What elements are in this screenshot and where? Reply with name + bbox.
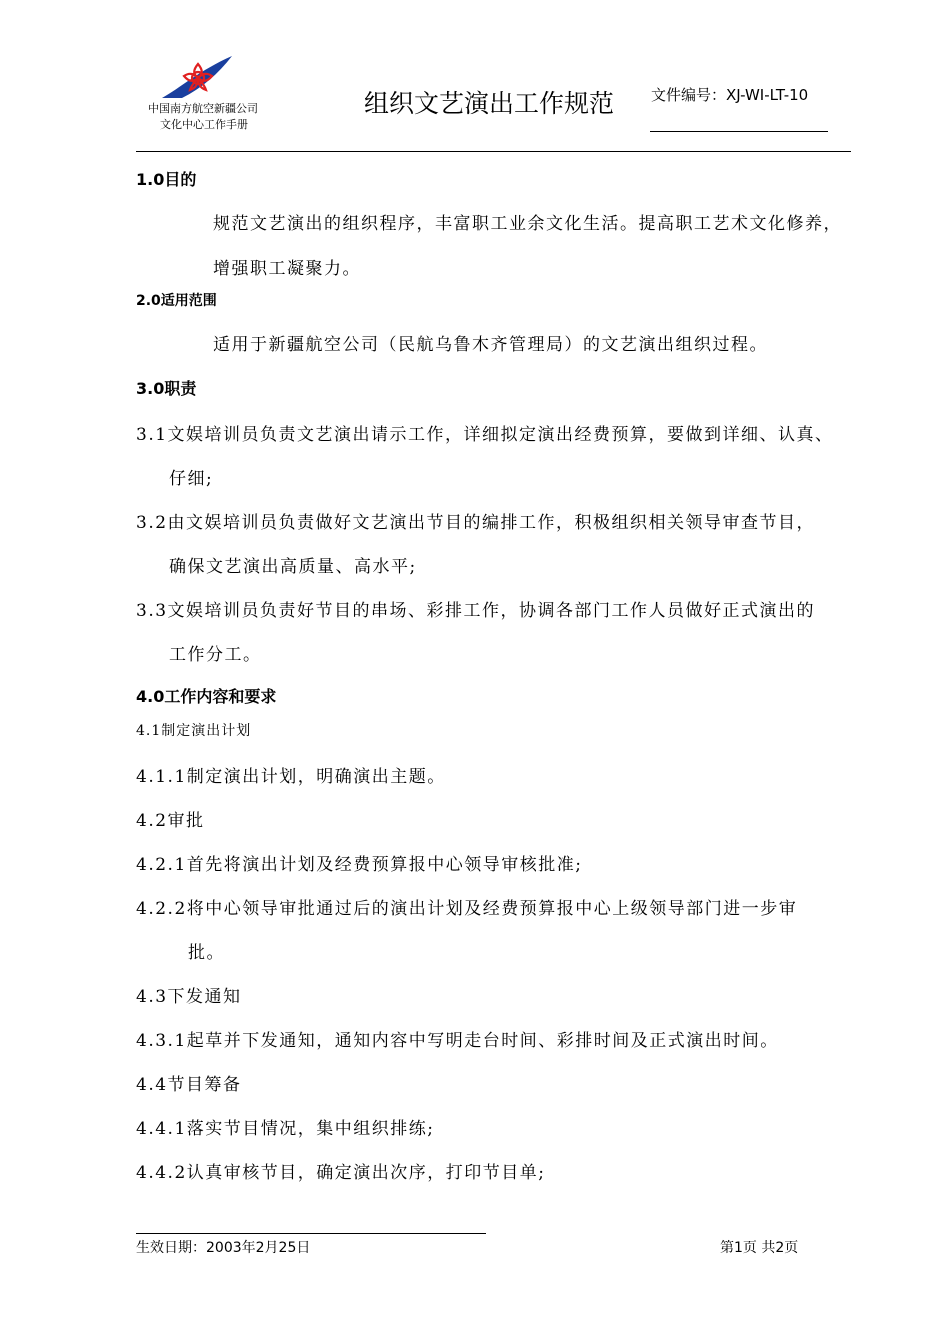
section-4-2-1-text: 4.2.1首先将演出计划及经费预算报中心领导审核批准; xyxy=(136,855,583,875)
section-3-2-text: 确保文艺演出高质量、高水平; xyxy=(169,557,417,577)
section-3-2-text: 3.2由文娱培训员负责做好文艺演出节目的编排工作，积极组织相关领导审查节目， xyxy=(136,513,816,533)
section-4-3-heading: 4.3下发通知 xyxy=(136,987,242,1007)
section-3-3-text: 3.3文娱培训员负责好节目的串场、彩排工作，协调各部门工作人员做好正式演出的 xyxy=(136,601,816,621)
section-4-2-2-text: 4.2.2将中心领导审批通过后的演出计划及经费预算报中心上级领导部门进一步审 xyxy=(136,899,798,919)
section-1-text: 规范文艺演出的组织程序，丰富职工业余文化生活。提高职工艺术文化修养， xyxy=(213,214,842,234)
section-4-1-1-text: 4.1.1制定演出计划，明确演出主题。 xyxy=(136,767,446,787)
document-title: 组织文艺演出工作规范 xyxy=(364,89,615,118)
manual-name: 文化中心工作手册 xyxy=(160,118,248,131)
header-divider xyxy=(136,151,851,152)
document-number: 文件编号：XJ-WI-LT-10 xyxy=(651,86,809,104)
footer-divider xyxy=(136,1233,486,1234)
section-3-1-text: 3.1文娱培训员负责文艺演出请示工作，详细拟定演出经费预算，要做到详细、认真、 xyxy=(136,425,834,445)
section-4-heading: 4.0工作内容和要求 xyxy=(136,687,277,706)
section-2-heading: 2.0适用范围 xyxy=(136,293,217,309)
section-4-1-heading: 4.1制定演出计划 xyxy=(136,723,252,739)
doc-number-underline xyxy=(650,131,828,132)
section-4-3-1-text: 4.3.1起草并下发通知，通知内容中写明走台时间、彩排时间及正式演出时间。 xyxy=(136,1031,779,1051)
company-name: 中国南方航空新疆公司 xyxy=(148,102,258,115)
section-4-4-1-text: 4.4.1落实节目情况，集中组织排练; xyxy=(136,1119,435,1139)
section-4-2-2-text: 批。 xyxy=(188,943,225,963)
section-4-4-heading: 4.4节目筹备 xyxy=(136,1075,242,1095)
section-3-3-text: 工作分工。 xyxy=(169,645,262,665)
section-3-heading: 3.0职责 xyxy=(136,379,197,398)
effective-date: 生效日期：2003年2月25日 xyxy=(136,1240,311,1256)
section-1-text: 增强职工凝聚力。 xyxy=(213,259,361,279)
section-2-text: 适用于新疆航空公司（民航乌鲁木齐管理局）的文艺演出组织过程。 xyxy=(213,335,768,355)
page-number: 第1页 共2页 xyxy=(720,1240,799,1256)
section-4-2-heading: 4.2审批 xyxy=(136,811,205,831)
kapok-flower-logo-icon xyxy=(160,54,236,104)
section-1-heading: 1.0目的 xyxy=(136,170,197,189)
section-4-4-2-text: 4.4.2认真审核节目，确定演出次序，打印节目单; xyxy=(136,1163,546,1183)
section-3-1-text: 仔细; xyxy=(169,469,214,489)
